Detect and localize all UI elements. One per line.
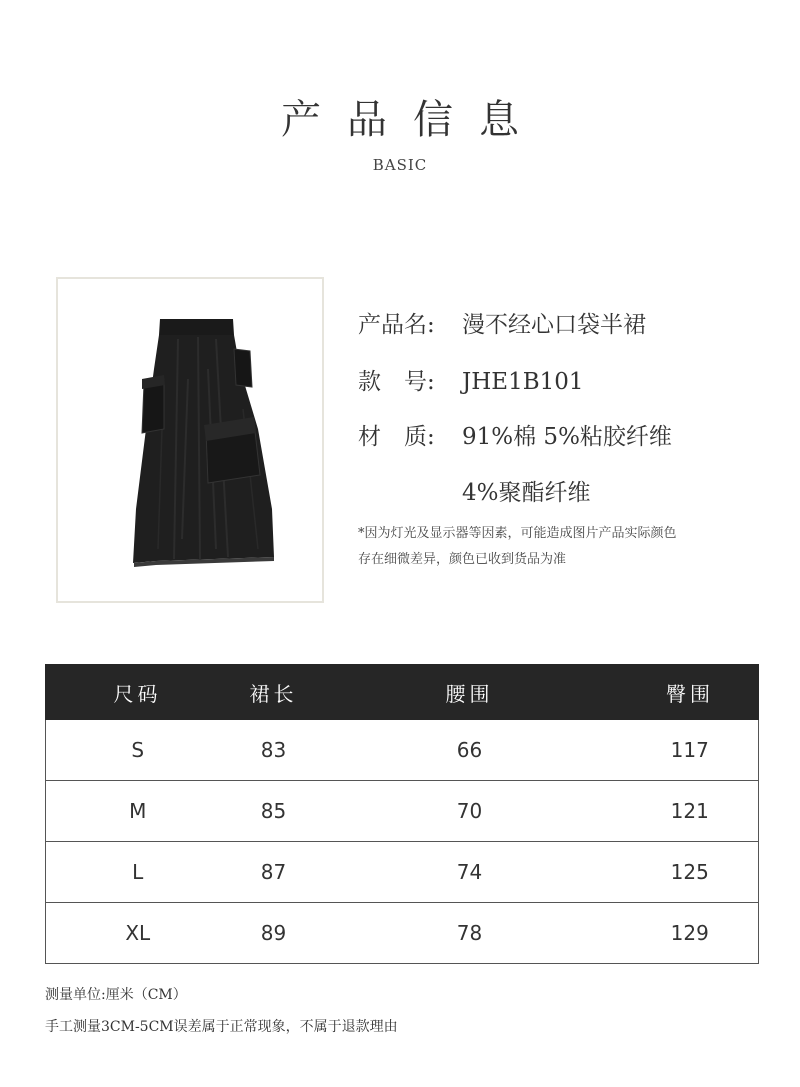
table-row: [46, 720, 759, 781]
table-row: [46, 903, 759, 964]
product-material-label: 材 质:: [358, 424, 435, 450]
cell-hip: 129: [622, 903, 759, 964]
cell-length: 85: [230, 781, 318, 842]
cell-length: 89: [230, 903, 318, 964]
cell-waist: 66: [318, 720, 622, 781]
page-title: 产品信息: [281, 97, 545, 143]
cell-size: M: [46, 781, 230, 842]
product-material-row: [358, 418, 672, 451]
cell-length: 83: [230, 720, 318, 781]
product-name-value: 漫不经心口袋半裙: [462, 312, 646, 338]
cell-hip: 121: [622, 781, 759, 842]
cell-hip: 117: [622, 720, 759, 781]
measurement-unit-note: 测量单位:厘米（CM）: [45, 987, 187, 1003]
cell-size: XL: [46, 903, 230, 964]
product-code-value: JHE1B101: [462, 369, 584, 395]
measurement-error-note: 手工测量3CM-5CM误差属于正常现象，不属于退款理由: [45, 1019, 398, 1035]
col-header-length: 裙长: [230, 665, 318, 720]
product-code-row: [358, 363, 584, 396]
col-header-hip: 臀围: [622, 665, 759, 720]
color-note-line-2: 存在细微差异，颜色已收到货品为准: [358, 552, 567, 567]
product-material-value-1: 91%棉 5%粘胶纤维: [462, 424, 672, 450]
product-code-label: 款 号:: [358, 369, 435, 395]
skirt-image: [58, 279, 322, 601]
page-subtitle: BASIC: [372, 156, 428, 174]
table-row: [46, 781, 759, 842]
cell-size: L: [46, 842, 230, 903]
cell-length: 87: [230, 842, 318, 903]
color-note-line-1: *因为灯光及显示器等因素，可能造成图片产品实际颜色: [358, 526, 677, 541]
size-table: [45, 664, 759, 964]
cell-size: S: [46, 720, 230, 781]
table-row: [46, 842, 759, 903]
product-material-value-2: 4%聚酯纤维: [462, 480, 591, 506]
cell-waist: 70: [318, 781, 622, 842]
col-header-waist: 腰围: [318, 665, 622, 720]
size-table-header: [46, 665, 759, 720]
cell-waist: 78: [318, 903, 622, 964]
cell-waist: 74: [318, 842, 622, 903]
product-name-label: 产品名:: [358, 312, 435, 338]
product-name-row: [358, 306, 646, 339]
cell-hip: 125: [622, 842, 759, 903]
col-header-size: 尺码: [46, 665, 230, 720]
product-photo-frame: [56, 277, 324, 603]
